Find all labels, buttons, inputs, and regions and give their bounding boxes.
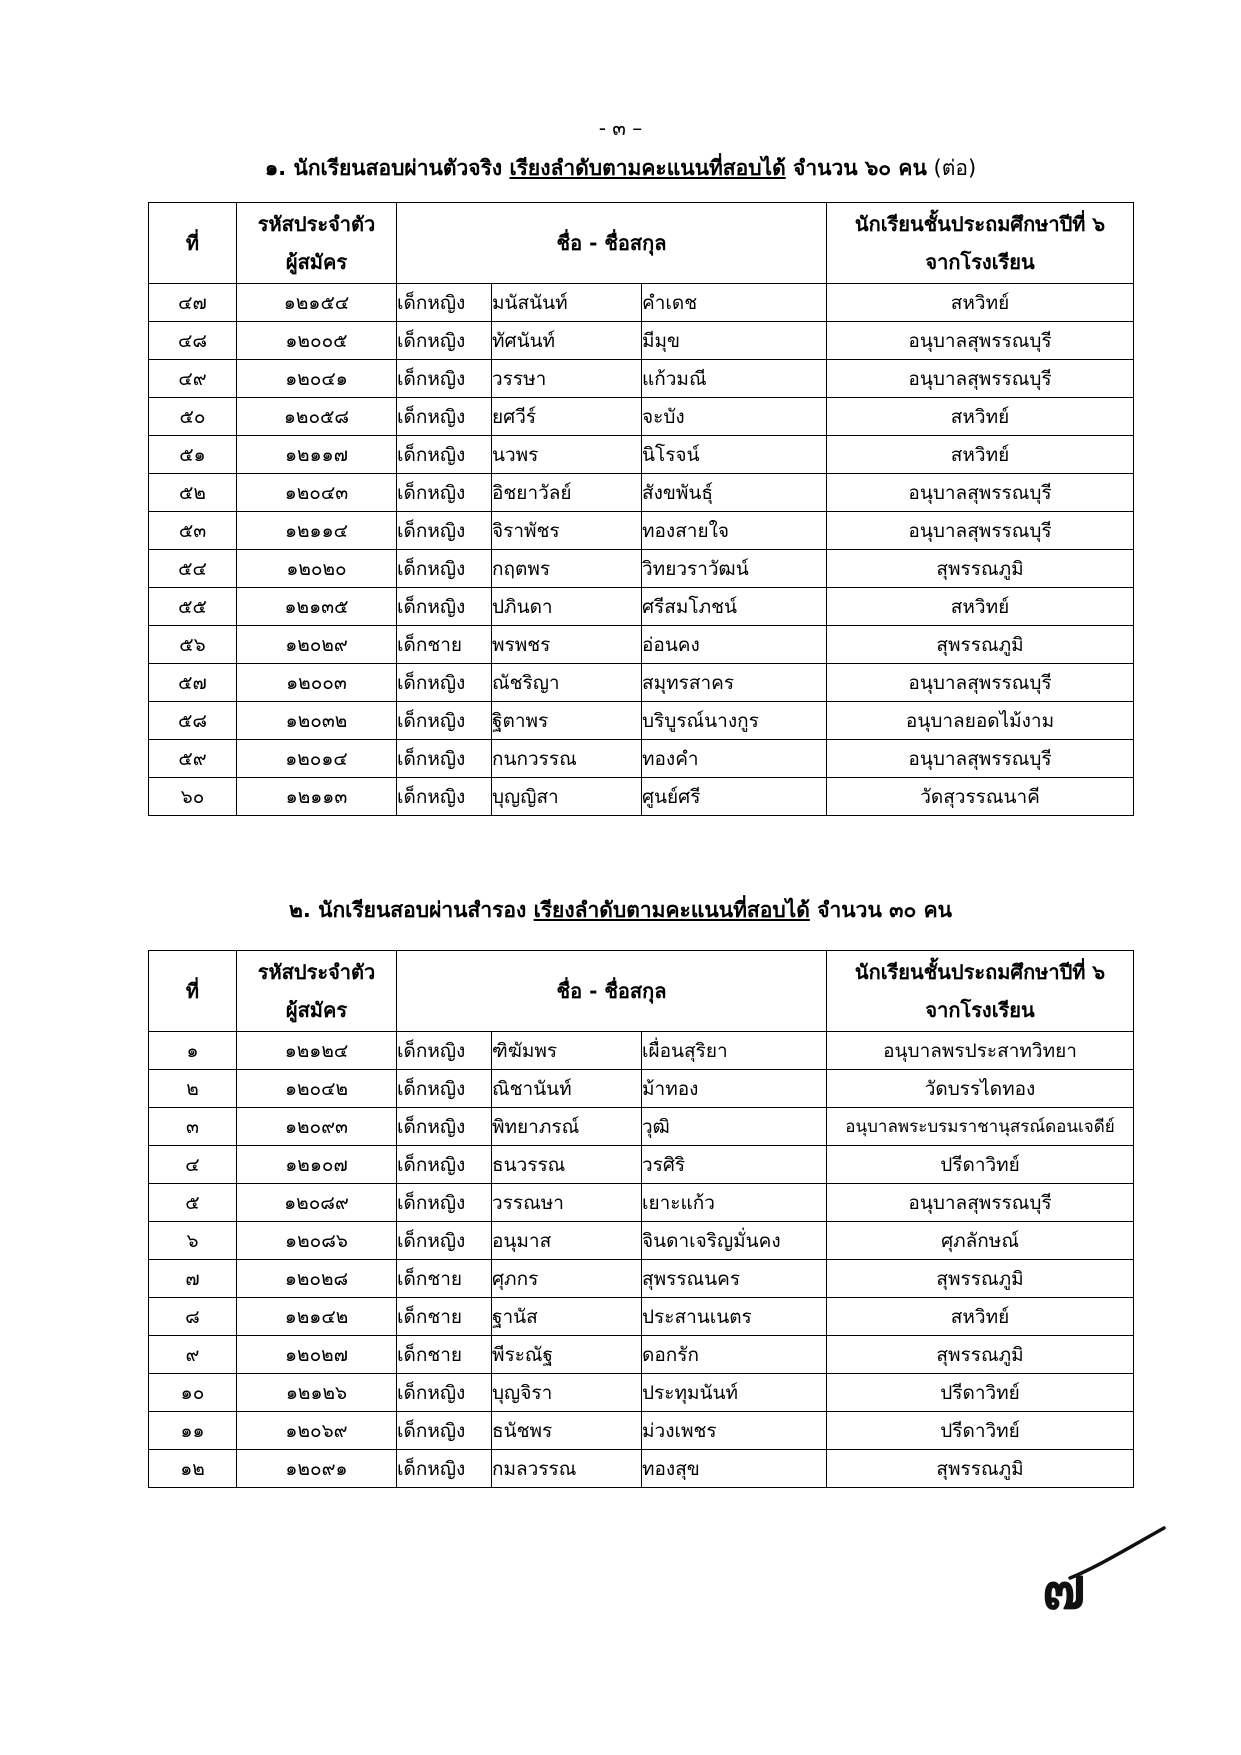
- row-number: ๖๐: [149, 778, 237, 816]
- school-name: อนุบาลสุพรรณบุรี: [827, 360, 1134, 398]
- school-name: วัดสุวรรณนาคี: [827, 778, 1134, 816]
- header-applicant-code: [237, 203, 397, 284]
- row-number: ๓: [149, 1108, 237, 1146]
- table-header-row: [149, 951, 1134, 1032]
- last-name: วุฒิ: [642, 1108, 827, 1146]
- first-name: กฤตพร: [492, 550, 642, 588]
- applicant-code: ๑๒๐๑๔: [237, 740, 397, 778]
- school-name: อนุบาลสุพรรณบุรี: [827, 512, 1134, 550]
- applicant-code: ๑๒๑๔๒: [237, 1298, 397, 1336]
- applicant-code: ๑๒๐๒๗: [237, 1336, 397, 1374]
- header-applicant-code: [237, 951, 397, 1032]
- first-name: ณิชานันท์: [492, 1070, 642, 1108]
- last-name: เยาะแก้ว: [642, 1184, 827, 1222]
- first-name: ปภินดา: [492, 588, 642, 626]
- applicant-code: ๑๒๑๓๕: [237, 588, 397, 626]
- school-name: ปรีดาวิทย์: [827, 1146, 1134, 1184]
- last-name: ประทุมนันท์: [642, 1374, 827, 1412]
- row-number: ๕๕: [149, 588, 237, 626]
- table-row: [149, 702, 1134, 740]
- last-name: สังขพันธุ์: [642, 474, 827, 512]
- school-name: สุพรรณภูมิ: [827, 1336, 1134, 1374]
- applicant-code: ๑๒๐๐๕: [237, 322, 397, 360]
- first-name: นวพร: [492, 436, 642, 474]
- signature-mark: ๗: [1042, 1554, 1086, 1620]
- school-name: สหวิทย์: [827, 436, 1134, 474]
- school-name: อนุบาลยอดไม้งาม: [827, 702, 1134, 740]
- row-number: ๕๘: [149, 702, 237, 740]
- school-name: สุพรรณภูมิ: [827, 626, 1134, 664]
- section-heading-main-list: [0, 152, 1241, 185]
- school-name: สหวิทย์: [827, 588, 1134, 626]
- first-name: ยศวีร์: [492, 398, 642, 436]
- name-title: เด็กหญิง: [397, 702, 492, 740]
- last-name: ทองสายใจ: [642, 512, 827, 550]
- applicant-code: ๑๒๐๕๘: [237, 398, 397, 436]
- header-full-name: ชื่อ - ชื่อสกุล: [397, 951, 827, 1032]
- first-name: ฐานัส: [492, 1298, 642, 1336]
- table-row: [149, 1108, 1134, 1146]
- table-row: [149, 474, 1134, 512]
- applicant-code: ๑๒๑๒๔: [237, 1032, 397, 1070]
- table-row: [149, 322, 1134, 360]
- last-name: ทองคำ: [642, 740, 827, 778]
- last-name: บริบูรณ์นางกูร: [642, 702, 827, 740]
- reserve-list-table: [148, 950, 1134, 1488]
- heading-suffix: (ต่อ): [926, 156, 977, 180]
- name-title: เด็กหญิง: [397, 588, 492, 626]
- name-title: เด็กหญิง: [397, 550, 492, 588]
- applicant-code: ๑๒๐๒๘: [237, 1260, 397, 1298]
- table-row: [149, 1336, 1134, 1374]
- last-name: สมุทรสาคร: [642, 664, 827, 702]
- name-title: เด็กหญิง: [397, 284, 492, 322]
- heading-count: จำนวน ๖๐ คน: [785, 156, 927, 180]
- table-row: [149, 284, 1134, 322]
- table-row: [149, 1184, 1134, 1222]
- name-title: เด็กชาย: [397, 1260, 492, 1298]
- heading-lead: ๑. นักเรียนสอบผ่านตัวจริง: [264, 156, 510, 180]
- name-title: เด็กหญิง: [397, 1450, 492, 1488]
- row-number: ๕๐: [149, 398, 237, 436]
- table-row: [149, 1412, 1134, 1450]
- applicant-code: ๑๒๐๘๖: [237, 1222, 397, 1260]
- name-title: เด็กชาย: [397, 1336, 492, 1374]
- first-name: อนุมาส: [492, 1222, 642, 1260]
- row-number: ๕๗: [149, 664, 237, 702]
- header-code-line1: รหัสประจำตัว: [257, 212, 376, 236]
- name-title: เด็กหญิง: [397, 398, 492, 436]
- table-row: [149, 436, 1134, 474]
- applicant-code: ๑๒๐๒๙: [237, 626, 397, 664]
- first-name: พีระณัฐ: [492, 1336, 642, 1374]
- table-row: [149, 1146, 1134, 1184]
- table-header-row: [149, 203, 1134, 284]
- heading-underlined: เรียงลำดับตามคะแนนที่สอบได้: [509, 156, 786, 180]
- name-title: เด็กหญิง: [397, 1032, 492, 1070]
- heading-count: จำนวน ๓๐ คน: [809, 898, 952, 922]
- name-title: เด็กหญิง: [397, 474, 492, 512]
- last-name: มีมุข: [642, 322, 827, 360]
- first-name: อิชยาวัลย์: [492, 474, 642, 512]
- applicant-code: ๑๒๑๑๓: [237, 778, 397, 816]
- school-name: อนุบาลพระบรมราชานุสรณ์ดอนเจดีย์: [827, 1108, 1134, 1146]
- first-name: ธนวรรณ: [492, 1146, 642, 1184]
- row-number: ๕๔: [149, 550, 237, 588]
- table-row: [149, 360, 1134, 398]
- main-list-table: [148, 202, 1134, 816]
- first-name: บุญจิรา: [492, 1374, 642, 1412]
- table-row: [149, 1070, 1134, 1108]
- school-name: สหวิทย์: [827, 398, 1134, 436]
- page-number: - ๓ –: [598, 116, 643, 140]
- first-name: ศุภกร: [492, 1260, 642, 1298]
- name-title: เด็กหญิง: [397, 1412, 492, 1450]
- row-number: ๕๓: [149, 512, 237, 550]
- header-school: [827, 203, 1134, 284]
- last-name: เผื่อนสุริยา: [642, 1032, 827, 1070]
- last-name: ทองสุข: [642, 1450, 827, 1488]
- name-title: เด็กหญิง: [397, 1070, 492, 1108]
- name-title: เด็กชาย: [397, 1298, 492, 1336]
- header-school-line2: จากโรงเรียน: [925, 250, 1035, 274]
- row-number: ๑๐: [149, 1374, 237, 1412]
- table-row: [149, 1450, 1134, 1488]
- table-row: [149, 550, 1134, 588]
- school-name: สุพรรณภูมิ: [827, 1260, 1134, 1298]
- name-title: เด็กหญิง: [397, 1108, 492, 1146]
- row-number: ๔๘: [149, 322, 237, 360]
- last-name: วิทยวราวัฒน์: [642, 550, 827, 588]
- last-name: ดอกรัก: [642, 1336, 827, 1374]
- school-name: ศุภลักษณ์: [827, 1222, 1134, 1260]
- row-number: ๑๑: [149, 1412, 237, 1450]
- table-row: [149, 1374, 1134, 1412]
- first-name: ธนัชพร: [492, 1412, 642, 1450]
- name-title: เด็กชาย: [397, 626, 492, 664]
- first-name: บุญญิสา: [492, 778, 642, 816]
- school-name: วัดบรรไดทอง: [827, 1070, 1134, 1108]
- first-name: พรพชร: [492, 626, 642, 664]
- school-name: อนุบาลสุพรรณบุรี: [827, 740, 1134, 778]
- school-name: ปรีดาวิทย์: [827, 1374, 1134, 1412]
- applicant-code: ๑๒๐๙๑: [237, 1450, 397, 1488]
- last-name: จะบัง: [642, 398, 827, 436]
- first-name: ณัชริญา: [492, 664, 642, 702]
- school-name: อนุบาลสุพรรณบุรี: [827, 474, 1134, 512]
- row-number: ๘: [149, 1298, 237, 1336]
- last-name: นิโรจน์: [642, 436, 827, 474]
- first-name: กมลวรรณ: [492, 1450, 642, 1488]
- school-name: สหวิทย์: [827, 284, 1134, 322]
- row-number: ๑๒: [149, 1450, 237, 1488]
- school-name: อนุบาลสุพรรณบุรี: [827, 322, 1134, 360]
- header-school-line1: นักเรียนชั้นประถมศึกษาปีที่ ๖: [854, 960, 1106, 984]
- row-number: ๒: [149, 1070, 237, 1108]
- first-name: กนกวรรณ: [492, 740, 642, 778]
- handwritten-signature: [1040, 1520, 1170, 1620]
- school-name: ปรีดาวิทย์: [827, 1412, 1134, 1450]
- applicant-code: ๑๒๐๔๓: [237, 474, 397, 512]
- last-name: ศูนย์ศรี: [642, 778, 827, 816]
- name-title: เด็กหญิง: [397, 778, 492, 816]
- applicant-code: ๑๒๑๕๔: [237, 284, 397, 322]
- last-name: สุพรรณนคร: [642, 1260, 827, 1298]
- table-row: [149, 1298, 1134, 1336]
- applicant-code: ๑๒๐๘๙: [237, 1184, 397, 1222]
- name-title: เด็กหญิง: [397, 1222, 492, 1260]
- school-name: สุพรรณภูมิ: [827, 1450, 1134, 1488]
- table-row: [149, 1032, 1134, 1070]
- row-number: ๙: [149, 1336, 237, 1374]
- row-number: ๔๗: [149, 284, 237, 322]
- row-number: ๔: [149, 1146, 237, 1184]
- last-name: อ่อนคง: [642, 626, 827, 664]
- name-title: เด็กหญิง: [397, 1146, 492, 1184]
- applicant-code: ๑๒๐๒๐: [237, 550, 397, 588]
- row-number: ๔๙: [149, 360, 237, 398]
- table-row: [149, 398, 1134, 436]
- row-number: ๕๑: [149, 436, 237, 474]
- name-title: เด็กหญิง: [397, 322, 492, 360]
- first-name: พิทยาภรณ์: [492, 1108, 642, 1146]
- name-title: เด็กหญิง: [397, 740, 492, 778]
- header-school-line2: จากโรงเรียน: [925, 998, 1035, 1022]
- name-title: เด็กหญิง: [397, 1184, 492, 1222]
- table-row: [149, 1222, 1134, 1260]
- table-row: [149, 664, 1134, 702]
- name-title: เด็กหญิง: [397, 436, 492, 474]
- header-code-line2: ผู้สมัคร: [285, 250, 348, 274]
- first-name: วรรษา: [492, 360, 642, 398]
- header-no: ที่: [149, 951, 237, 1032]
- applicant-code: ๑๒๑๒๖: [237, 1374, 397, 1412]
- table-row: [149, 512, 1134, 550]
- heading-lead: ๒. นักเรียนสอบผ่านสำรอง: [288, 898, 534, 922]
- row-number: ๑: [149, 1032, 237, 1070]
- applicant-code: ๑๒๐๔๒: [237, 1070, 397, 1108]
- last-name: ม่วงเพชร: [642, 1412, 827, 1450]
- table-row: [149, 1260, 1134, 1298]
- applicant-code: ๑๒๑๐๗: [237, 1146, 397, 1184]
- row-number: ๖: [149, 1222, 237, 1260]
- first-name: จิราพัชร: [492, 512, 642, 550]
- school-name: สุพรรณภูมิ: [827, 550, 1134, 588]
- name-title: เด็กหญิง: [397, 664, 492, 702]
- header-school: [827, 951, 1134, 1032]
- school-name: สหวิทย์: [827, 1298, 1134, 1336]
- section-heading-reserve-list: [0, 894, 1241, 927]
- applicant-code: ๑๒๐๐๓: [237, 664, 397, 702]
- row-number: ๕๙: [149, 740, 237, 778]
- applicant-code: ๑๒๐๖๙: [237, 1412, 397, 1450]
- table-row: [149, 588, 1134, 626]
- name-title: เด็กหญิง: [397, 360, 492, 398]
- row-number: ๗: [149, 1260, 237, 1298]
- first-name: ฐิตาพร: [492, 702, 642, 740]
- name-title: เด็กหญิง: [397, 512, 492, 550]
- first-name: ฑิฆัมพร: [492, 1032, 642, 1070]
- name-title: เด็กหญิง: [397, 1374, 492, 1412]
- last-name: จินดาเจริญมั่นคง: [642, 1222, 827, 1260]
- last-name: วรศิริ: [642, 1146, 827, 1184]
- header-code-line2: ผู้สมัคร: [285, 998, 348, 1022]
- school-name: อนุบาลสุพรรณบุรี: [827, 1184, 1134, 1222]
- school-name: อนุบาลสุพรรณบุรี: [827, 664, 1134, 702]
- last-name: ประสานเนตร: [642, 1298, 827, 1336]
- last-name: ม้าทอง: [642, 1070, 827, 1108]
- school-name: อนุบาลพรประสาทวิทยา: [827, 1032, 1134, 1070]
- header-full-name: ชื่อ - ชื่อสกุล: [397, 203, 827, 284]
- applicant-code: ๑๒๐๙๓: [237, 1108, 397, 1146]
- first-name: วรรณษา: [492, 1184, 642, 1222]
- applicant-code: ๑๒๑๑๗: [237, 436, 397, 474]
- table-row: [149, 778, 1134, 816]
- header-code-line1: รหัสประจำตัว: [257, 960, 376, 984]
- table-row: [149, 740, 1134, 778]
- header-no: ที่: [149, 203, 237, 284]
- row-number: ๕๖: [149, 626, 237, 664]
- last-name: คำเดช: [642, 284, 827, 322]
- last-name: ศรีสมโภชน์: [642, 588, 827, 626]
- first-name: ทัศนันท์: [492, 322, 642, 360]
- row-number: ๕๒: [149, 474, 237, 512]
- applicant-code: ๑๒๐๓๒: [237, 702, 397, 740]
- header-school-line1: นักเรียนชั้นประถมศึกษาปีที่ ๖: [854, 212, 1106, 236]
- heading-underlined: เรียงลำดับตามคะแนนที่สอบได้: [533, 898, 810, 922]
- row-number: ๕: [149, 1184, 237, 1222]
- first-name: มนัสนันท์: [492, 284, 642, 322]
- last-name: แก้วมณี: [642, 360, 827, 398]
- applicant-code: ๑๒๑๑๔: [237, 512, 397, 550]
- table-row: [149, 626, 1134, 664]
- applicant-code: ๑๒๐๔๑: [237, 360, 397, 398]
